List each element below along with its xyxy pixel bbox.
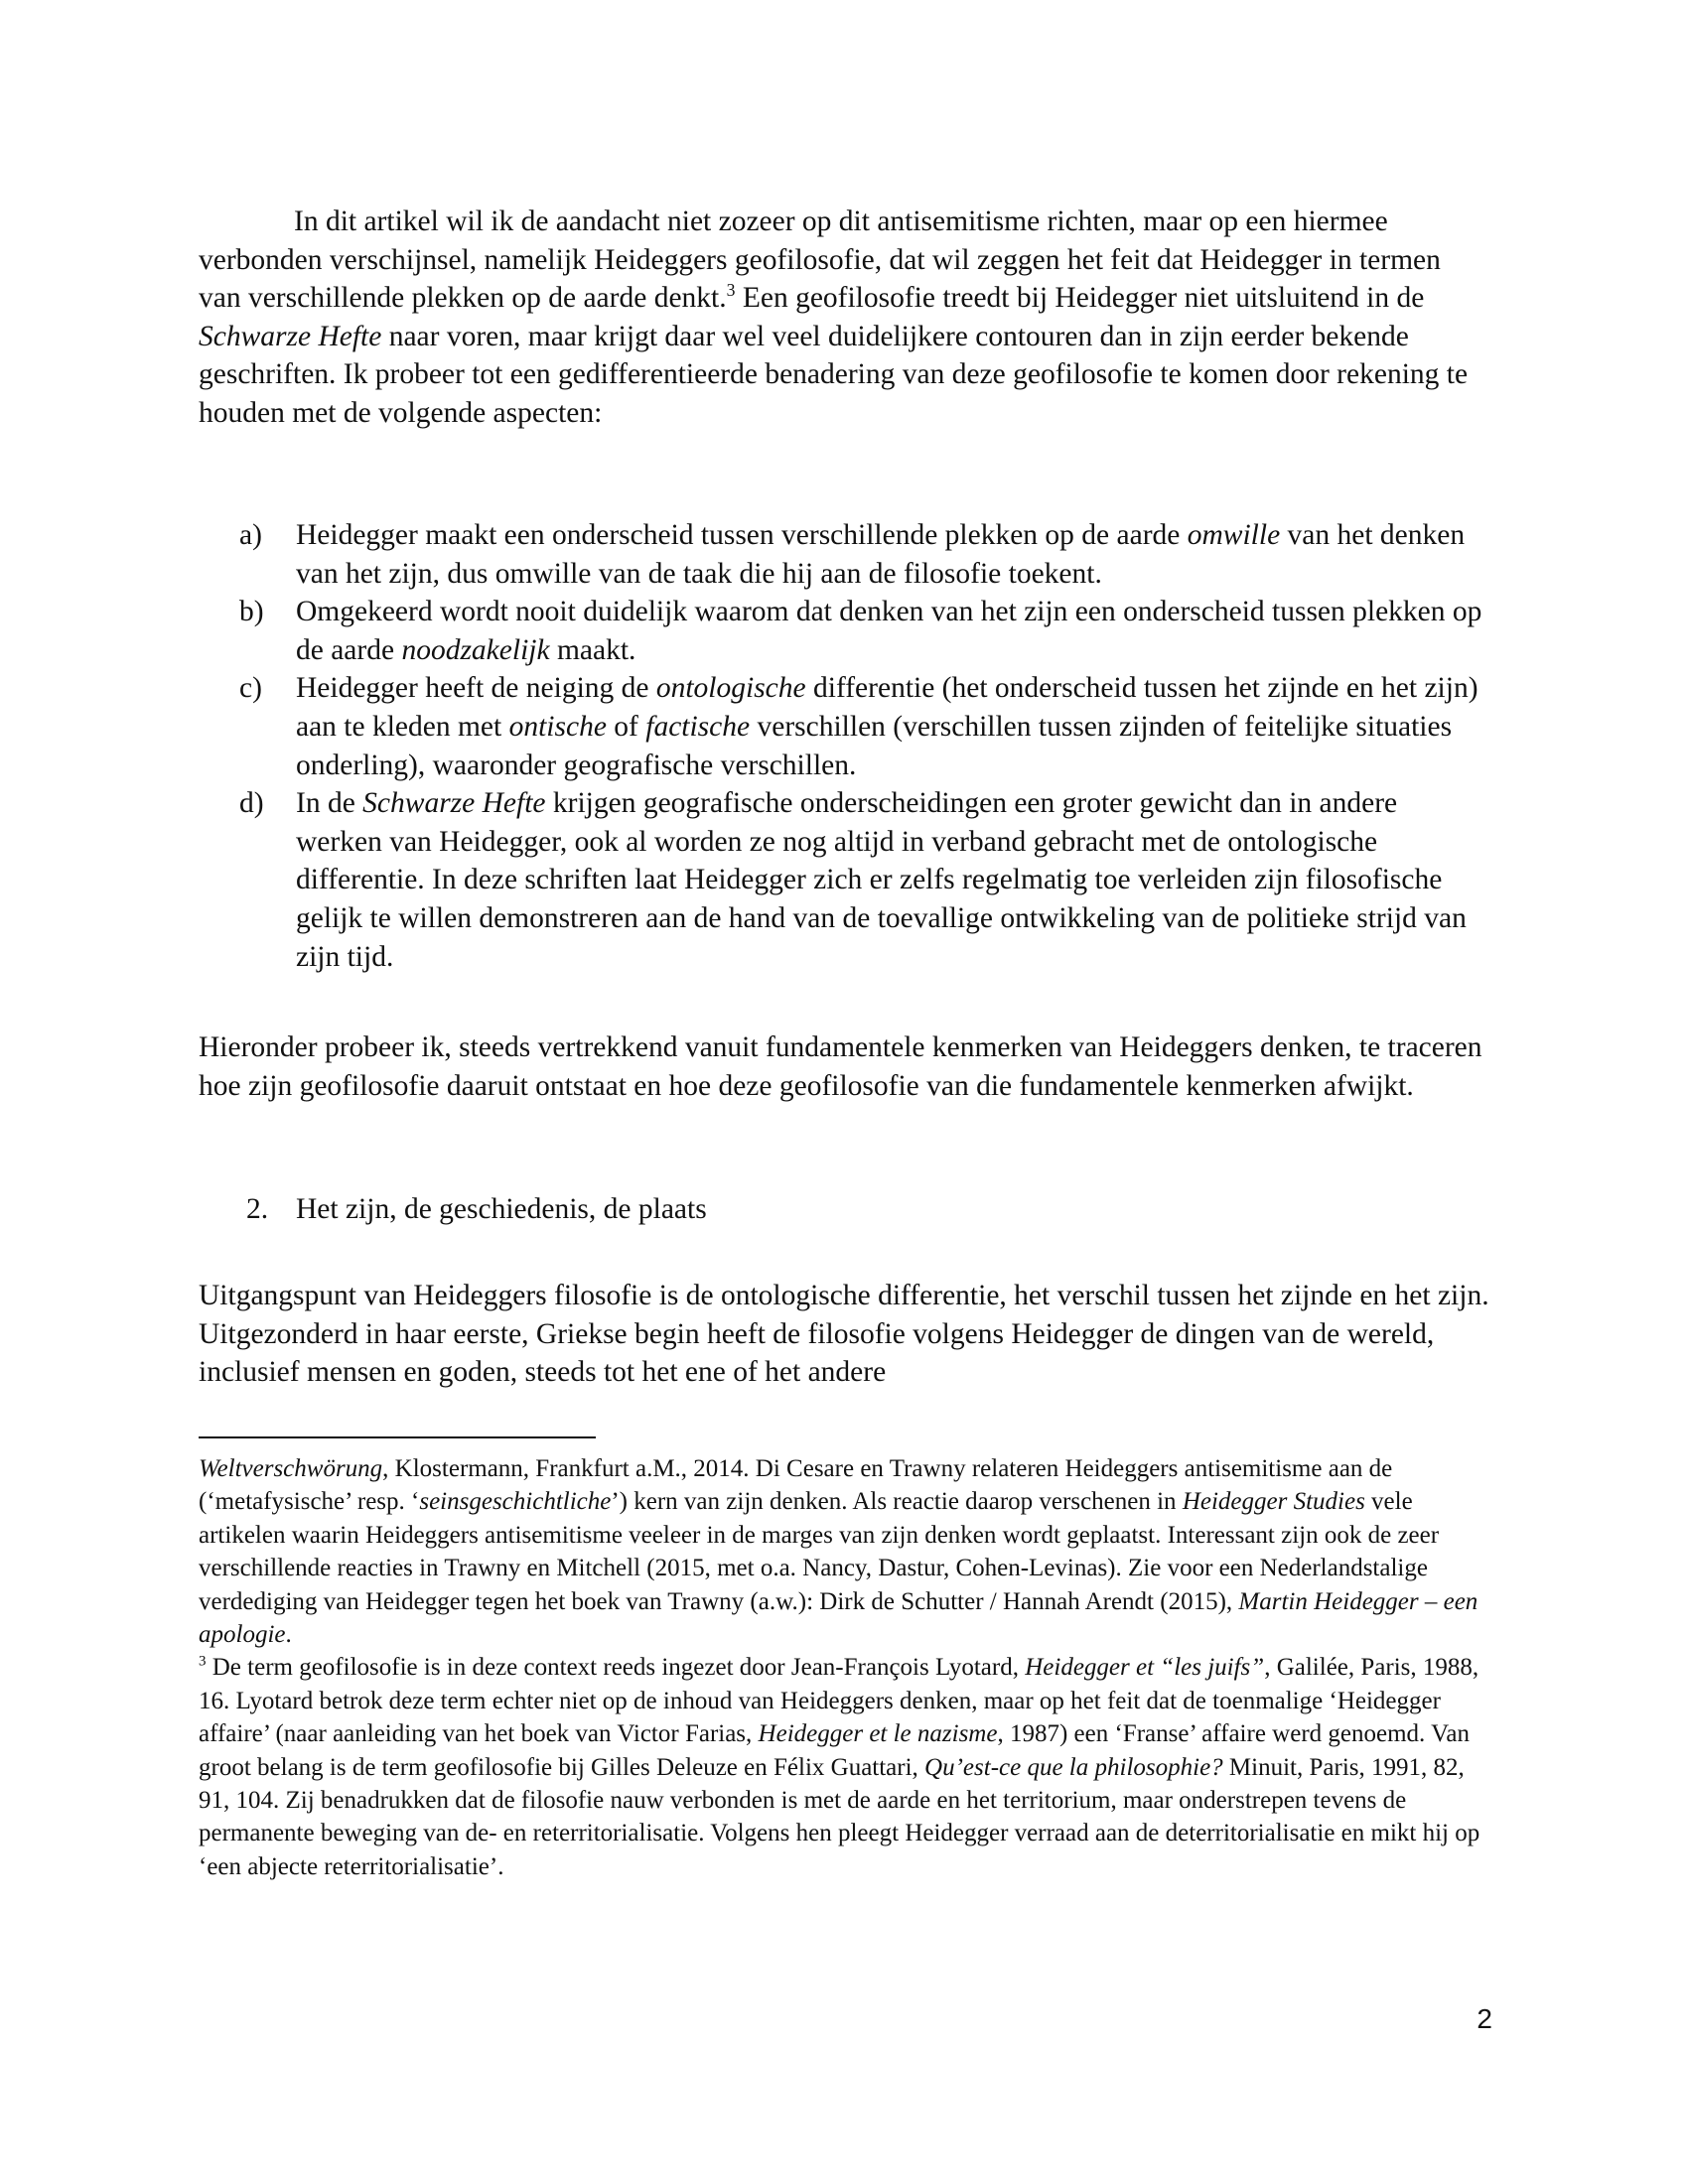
list-marker: d) [239,787,264,820]
text: differentie (het onderscheid tussen het zijnde en het zijn) aan te kleden met [296,672,1478,743]
text: , Klostermann, Frankfurt a.M., 2014. Di Cesare en Trawny relateren Heideggers antisemitisme aan de (‘metafysische’ resp. ‘ [199,1455,1393,1516]
text: Heidegger heeft de neiging de [296,672,656,705]
italic-title: Weltverschwörung [199,1455,383,1482]
text: ’) kern van zijn denken. Als reactie daarop verschenen in [611,1488,1183,1516]
text: naar voren, maar krijgt daar wel veel duidelijkere contouren dan in zijn eerder bekende geschriften. Ik probeer tot een gedifferentieerde benadering van deze geofilosofie te komen door rekening te houden met de volgende aspecten: [199,320,1469,429]
list-item-d [239,784,1489,976]
text: De term geofilosofie is in deze context reeds ingezet door Jean-François Lyotard, [206,1654,1026,1682]
italic-title: Heidegger et le nazisme [758,1720,998,1748]
intro-paragraph [199,203,1489,433]
text: Heidegger maakt een onderscheid tussen verschillende plekken op de aarde [296,519,1188,551]
footnote-3 [199,1651,1489,1883]
italic-title: Heidegger Studies [1182,1488,1365,1516]
italic-text: factische [645,710,751,743]
italic-text: omwille [1187,519,1281,551]
list-marker: b) [239,596,264,628]
italic-title: Qu’est-ce que la philosophie? [924,1753,1223,1781]
list-item-c [239,669,1489,784]
section-title: Het zijn, de geschiedenis, de plaats [296,1193,707,1225]
text: Omgekeerd wordt nooit duidelijk waarom dat denken van het zijn een onderscheid tussen plekken op de aarde [296,596,1482,666]
text: verschillen (verschillen tussen zijnden of feitelijke situaties onderling), waaronder geografische verschillen. [296,710,1453,781]
footnotes [199,1452,1489,1883]
italic-text: ontische [508,710,607,743]
footnote-reference[interactable]: 3 [726,280,736,301]
page-number: 2 [1477,2003,1492,2034]
text: krijgen geografische onderscheidingen een groter gewicht dan in andere werken van Heidegger, ook al worden ze nog altijd in verband gebracht met de ontologische differentie. In deze schriften laat Heidegger zich er zelfs regelmatig toe verleiden zijn filosofische gelijk te willen demonstreren aan de hand van de toevallige ontwikkeling van de politieke strijd van zijn tijd. [296,787,1467,973]
list-item-a [239,516,1489,593]
text: Minuit, Paris, 1991, 82, 91, 104. Zij benadrukken dat de filosofie nauw verbonden is met de aarde en het territorium, maar onderstrepen tevens de permanente beweging van de- en reterritorialisatie. Volgens hen pleegt Heidegger verraad aan de deterritorialisatie en mikt hij op ‘een abjecte reterritorialisatie’. [199,1753,1480,1880]
text: , Galilée, Paris, 1988, 16. Lyotard betrok deze term echter niet op de inhoud van Heideggers denken, maar op het feit dat de toenmalige ‘Heidegger affaire’ (naar aanleiding van het boek van Victor Farias, [199,1654,1479,1748]
text: Een geofilosofie treedt bij Heidegger niet uitsluitend in de [735,282,1425,315]
italic-text: noodzakelijk [401,633,550,666]
footnote-number: 3 [199,1654,207,1671]
text: . [285,1621,292,1649]
section-paragraph [199,1277,1489,1392]
footnote-continuation [199,1452,1489,1651]
italic-text: ontologische [655,672,806,705]
text: In dit artikel wil ik de aandacht niet zozeer op dit antisemitisme richten, maar op een hiermee verbonden verschijnsel, namelijk Heideggers geofilosofie, dat wil zeggen het feit dat Heidegger in termen van verschillende plekken op de aarde denkt. [199,205,1441,315]
italic-text: seinsgeschichtliche [419,1488,612,1516]
list-item-b [239,593,1489,669]
list-marker: c) [239,672,262,705]
paragraph-text: Hieronder probeer ik, steeds vertrekkend vanuit fundamentele kenmerken van Heideggers denken, te traceren hoe zijn geofilosofie daaruit ontstaat en hoe deze geofilosofie van die fundamentele kenmerken afwijkt. [199,1031,1482,1102]
section-number: 2. [246,1193,269,1225]
text: maakt. [549,633,636,666]
text: of [606,710,646,743]
italic-title: Martin Heidegger – een apologie [199,1587,1478,1649]
aspects-list [239,516,1489,976]
text: van het denken van het zijn, dus omwille van de taak die hij aan de filosofie toekent. [296,519,1466,590]
list-marker: a) [239,519,262,551]
italic-title: Schwarze Hefte [362,787,546,820]
footnote-separator [199,1436,596,1438]
text: In de [296,787,363,820]
paragraph-text: Uitgangspunt van Heideggers filosofie is de ontologische differentie, het verschil tussen het zijnde en het zijn. Uitgezonderd in haar eerste, Griekse begin heeft de filosofie volgens Heidegger de dingen van de wereld, inclusief mensen en goden, steeds tot het ene of het andere [199,1280,1489,1389]
section-heading [246,1190,707,1229]
transition-paragraph [199,1028,1489,1105]
italic-title: Schwarze Hefte [199,320,382,352]
text: vele artikelen waarin Heideggers antisemitisme veeleer in de marges van zijn denken wordt geplaatst. Interessant zijn ook de zeer verschillende reacties in Trawny en Mitchell (2015, met o.a. Nancy, Dastur, Cohen-Levinas). Zie voor een Nederlandstalige verdediging van Heidegger tegen het boek van Trawny (a.w.): Dirk de Schutter / Hannah Arendt (2015), [199,1488,1440,1615]
italic-title: Heidegger et “les juifs” [1025,1654,1265,1682]
text: , 1987) een ‘Franse’ affaire werd genoemd. Van groot belang is de term geofilosofie bij Gilles Deleuze en Félix Guattari, [199,1720,1470,1781]
